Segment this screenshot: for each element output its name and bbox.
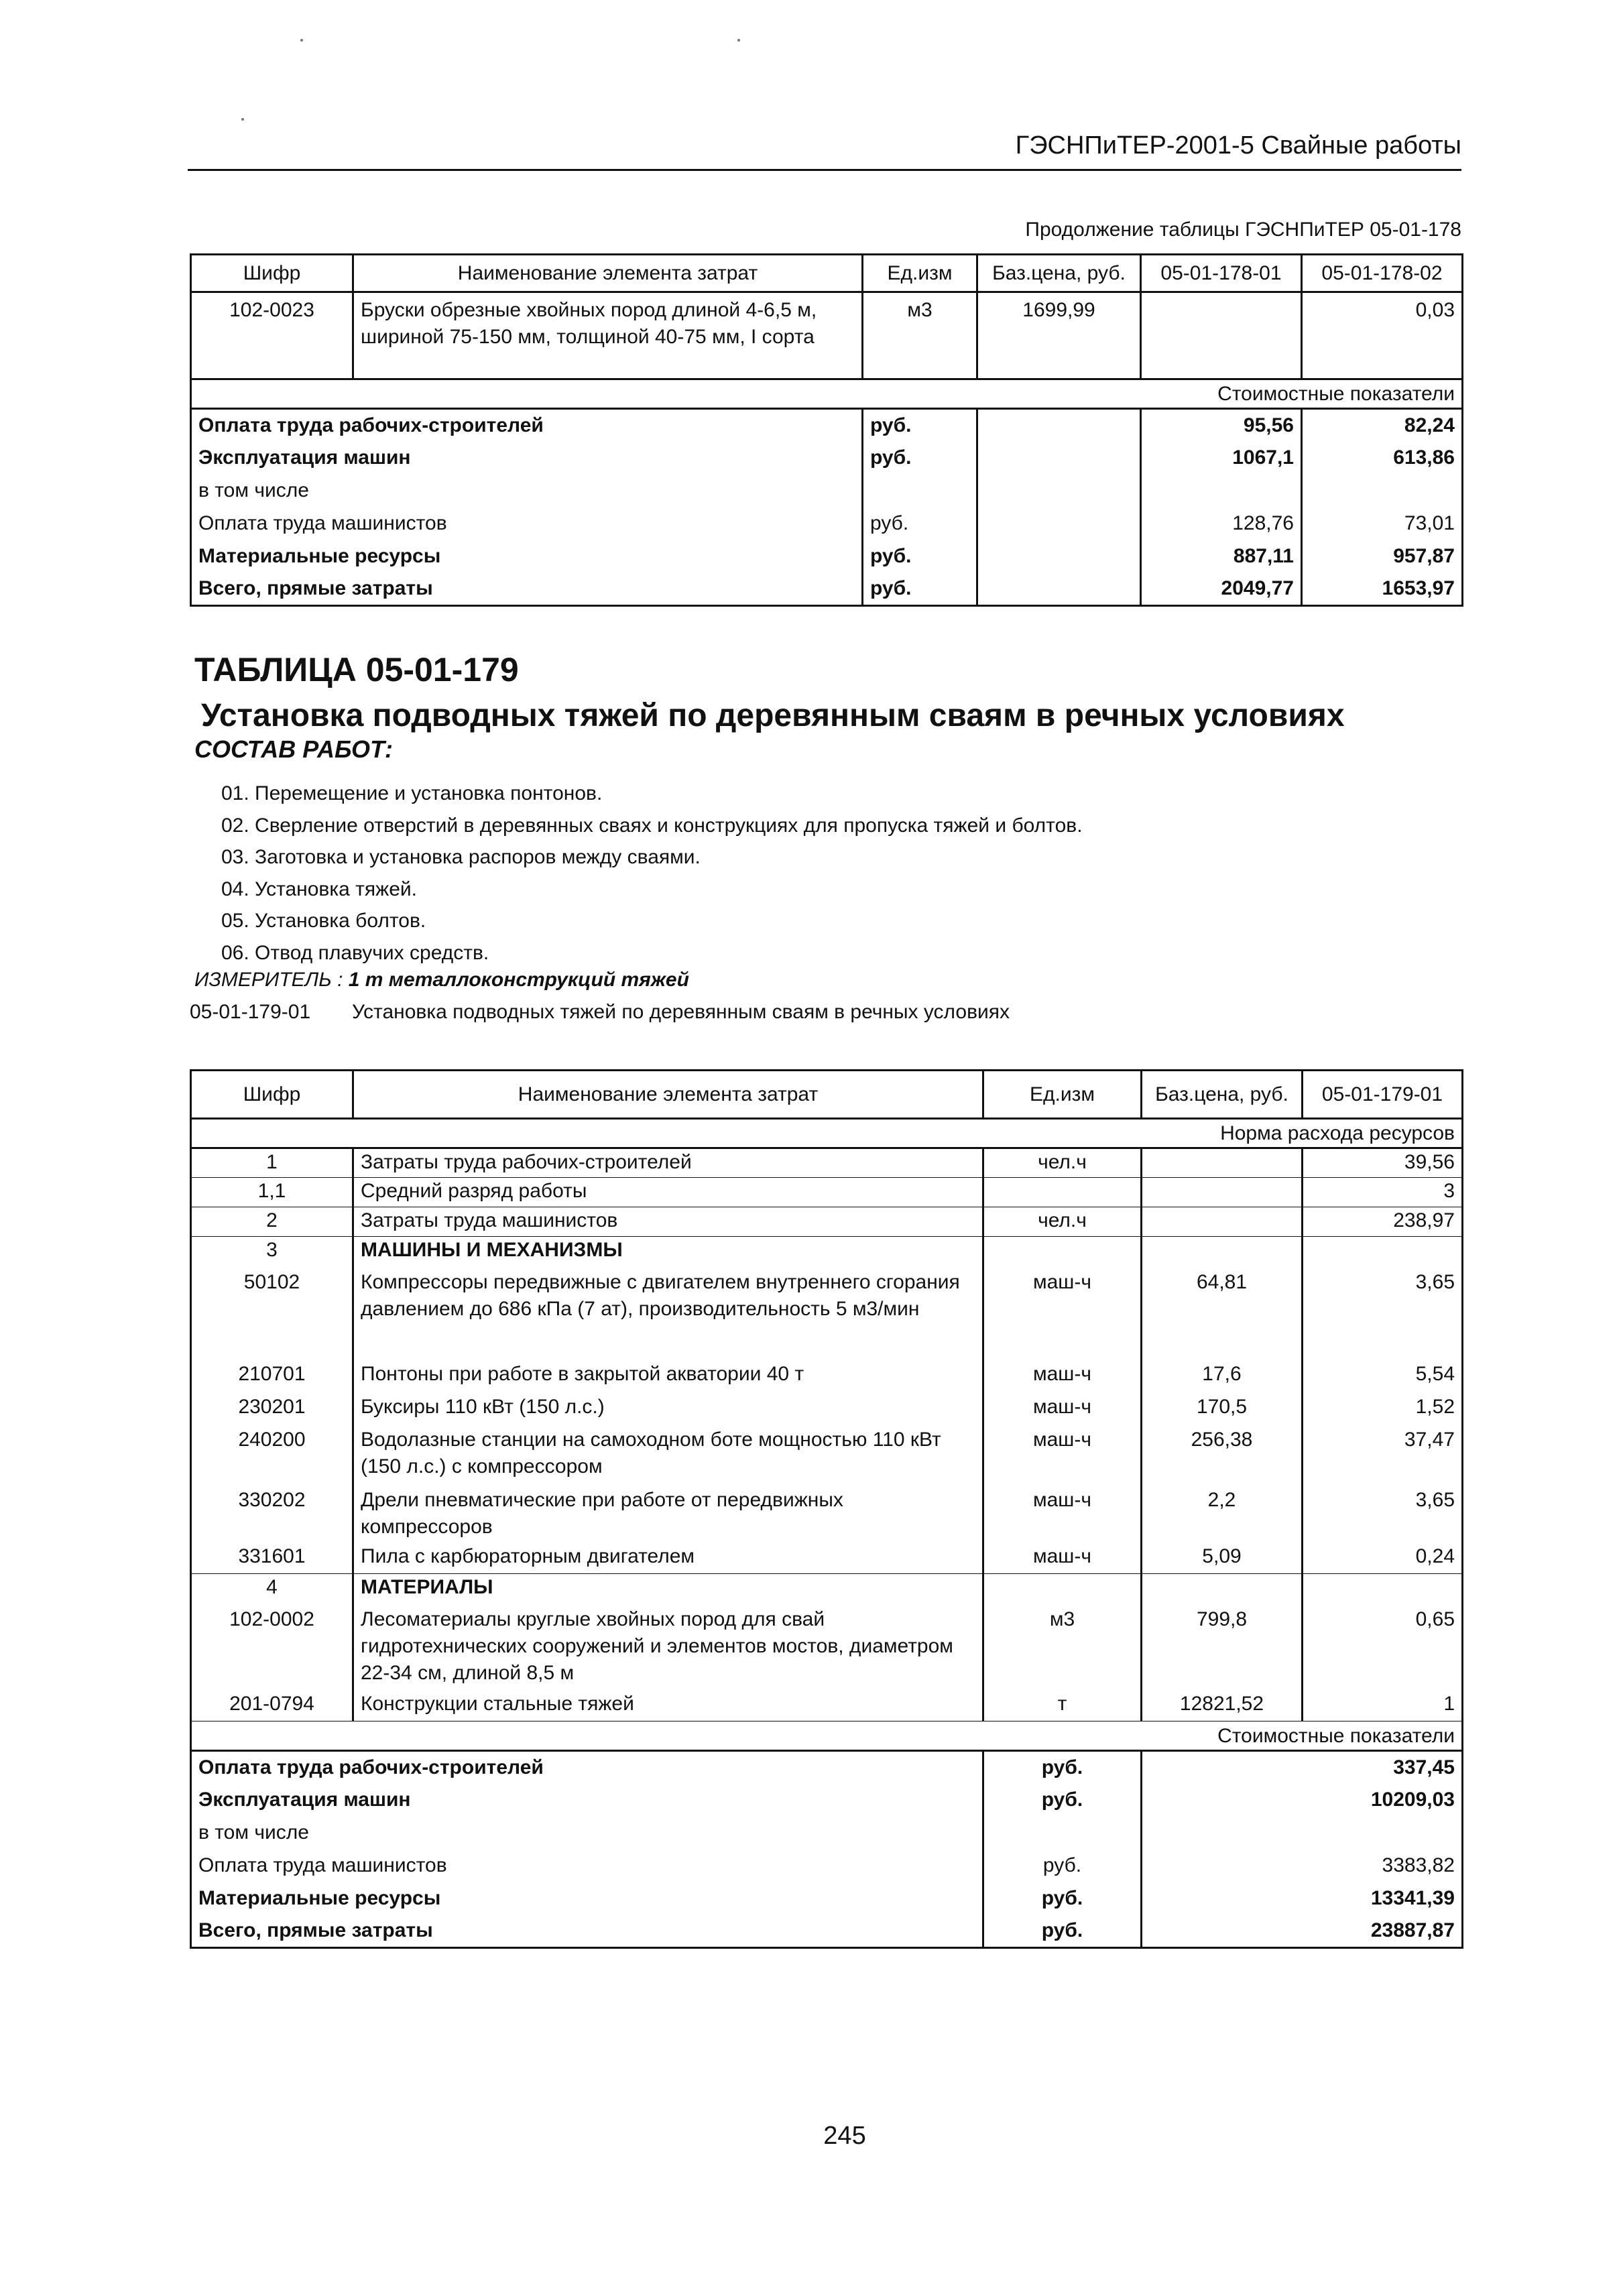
cost-v2: 613,86: [1393, 446, 1455, 469]
cell-code: 210701: [191, 1358, 353, 1391]
item-line: [190, 1001, 1010, 1024]
cost-value: 13341,39: [1370, 1887, 1455, 1909]
cost-unit: [983, 1817, 1142, 1850]
meter-value: 1 т металлоконструкций тяжей: [348, 969, 689, 991]
table-row: [191, 1207, 1463, 1237]
cost-name: Оплата труда рабочих-строителей: [191, 1751, 983, 1784]
cell-value: 3: [1303, 1178, 1463, 1207]
table-row: [191, 1574, 1463, 1604]
cell-unit: чел.ч: [983, 1148, 1142, 1178]
cell-price: 256,38: [1142, 1424, 1303, 1484]
cell-unit: [983, 1574, 1142, 1604]
cell-code: 4: [191, 1574, 353, 1604]
cost-row: [191, 507, 1463, 540]
table-row: [191, 1391, 1463, 1424]
cost-unit: руб.: [983, 1882, 1142, 1915]
cell-unit: чел.ч: [983, 1207, 1142, 1237]
table-row: [191, 1148, 1463, 1178]
cost-v1: 1067,1: [1141, 442, 1302, 475]
works-heading: СОСТАВ РАБОТ:: [194, 735, 393, 763]
cost-name: Материальные ресурсы: [191, 1882, 983, 1915]
cell-price: 17,6: [1142, 1358, 1303, 1391]
cost-row: [191, 1751, 1463, 1784]
cell-name: Затраты труда рабочих-строителей: [353, 1148, 983, 1178]
cell-price: [1142, 1148, 1303, 1178]
cell-value: 5,54: [1415, 1362, 1455, 1385]
table-subtitle: Установка подводных тяжей по деревянным сваям в речных условиях: [201, 698, 1345, 733]
cost-value: 23887,87: [1370, 1919, 1455, 1942]
meter-line: [194, 969, 689, 991]
cell-unit: м3: [983, 1604, 1142, 1691]
table-row: [191, 1604, 1463, 1691]
cell-price: 1699,99: [977, 292, 1141, 379]
empty-cell: [977, 540, 1141, 573]
cost-value: 3383,82: [1382, 1854, 1455, 1876]
cell-unit: м3: [863, 292, 977, 379]
cell-price: [1142, 1178, 1303, 1207]
col-header-name: Наименование элемента затрат: [353, 255, 863, 292]
cost-row: [191, 442, 1463, 475]
col-header-code: Шифр: [191, 1071, 353, 1119]
table-05-01-179: [190, 1069, 1463, 1949]
cost-unit: руб.: [863, 507, 977, 540]
cell-unit: [983, 1178, 1142, 1207]
cell-code: 331601: [191, 1543, 353, 1574]
section-row: [191, 379, 1463, 409]
cost-name: Оплата труда рабочих-строителей: [191, 409, 863, 442]
cost-row: [191, 1882, 1463, 1915]
list-item: 05. Установка болтов.: [221, 910, 426, 932]
cell-price: 799,8: [1142, 1604, 1303, 1691]
cost-unit: руб.: [983, 1915, 1142, 1948]
section-row: [191, 1721, 1463, 1751]
cell-price: 64,81: [1142, 1266, 1303, 1358]
cost-value: [1142, 1817, 1463, 1850]
col-header-unit: Ед.изм: [863, 255, 977, 292]
cost-name: Всего, прямые затраты: [191, 1915, 983, 1948]
cost-name: Оплата труда машинистов: [191, 1850, 983, 1882]
section-row: [191, 1119, 1463, 1148]
cell-value: [1303, 1237, 1463, 1266]
cost-v2: [1302, 475, 1463, 507]
cost-row: [191, 475, 1463, 507]
cost-v2: 1653,97: [1382, 577, 1455, 600]
cell-name: Понтоны при работе в закрытой акватории 40 т: [353, 1358, 983, 1391]
cell-value: 0,65: [1415, 1608, 1455, 1630]
cost-name: в том числе: [191, 1817, 983, 1850]
list-item: 03. Заготовка и установка распоров между сваями.: [221, 846, 701, 868]
cost-v1: 887,11: [1141, 540, 1302, 573]
cost-v2: 73,01: [1404, 512, 1455, 534]
cost-unit: руб.: [983, 1784, 1142, 1817]
cost-value: 337,45: [1393, 1756, 1455, 1778]
cell-price: [1142, 1574, 1303, 1604]
cell-code: 240200: [191, 1424, 353, 1484]
table-05-01-178: [190, 253, 1463, 607]
cost-unit: руб.: [863, 540, 977, 573]
cell-name: МАШИНЫ И МЕХАНИЗМЫ: [353, 1237, 983, 1266]
cost-unit: руб.: [983, 1850, 1142, 1882]
cell-unit: маш-ч: [983, 1484, 1142, 1543]
cost-v2: 82,24: [1404, 414, 1455, 436]
page-number: 245: [823, 2122, 866, 2150]
cell-name: Водолазные станции на самоходном боте мощностью 110 кВт (150 л.с.) с компрессором: [353, 1424, 983, 1484]
header-rule: [188, 169, 1461, 171]
table-row: [191, 1237, 1463, 1266]
cell-name: Дрели пневматические при работе от передвижных компрессоров: [353, 1484, 983, 1543]
section-cost-indicators: Стоимостные показатели: [191, 1721, 1463, 1751]
empty-cell: [977, 573, 1141, 606]
meter-label: ИЗМЕРИТЕЛЬ :: [194, 969, 349, 991]
cost-value: 10209,03: [1370, 1789, 1455, 1811]
cell-code: 330202: [191, 1484, 353, 1543]
cell-value: 1,52: [1415, 1395, 1455, 1418]
cost-name: Материальные ресурсы: [191, 540, 863, 573]
cell-name: Конструкции стальные тяжей: [353, 1691, 983, 1721]
cell-v2: 0,03: [1302, 292, 1463, 379]
cost-name: в том числе: [191, 475, 863, 507]
col-header-price: Баз.цена, руб.: [1142, 1071, 1303, 1119]
table-row: [191, 1691, 1463, 1721]
cost-unit: руб.: [983, 1751, 1142, 1784]
cell-name: Средний разряд работы: [353, 1178, 983, 1207]
cell-unit: маш-ч: [983, 1424, 1142, 1484]
cell-name: Буксиры 110 кВт (150 л.с.): [353, 1391, 983, 1424]
item-name: Установка подводных тяжей по деревянным сваям в речных условиях: [352, 1001, 1010, 1023]
cell-name: Бруски обрезные хвойных пород длиной 4-6,5 м, шириной 75-150 мм, толщиной 40-75 мм, I сорта: [353, 292, 863, 379]
cell-price: [1142, 1237, 1303, 1266]
cell-code: 201-0794: [191, 1691, 353, 1721]
cost-v1: 128,76: [1141, 507, 1302, 540]
col-header-name: Наименование элемента затрат: [353, 1071, 983, 1119]
cell-code: 50102: [191, 1266, 353, 1358]
cost-row: [191, 1784, 1463, 1817]
cell-code: 1: [191, 1148, 353, 1178]
cell-name: Компрессоры передвижные с двигателем внутреннего сгорания давлением до 686 кПа (7 ат), производительность 5 м3/мин: [353, 1266, 983, 1358]
cost-row: [191, 1817, 1463, 1850]
scan-speck: [300, 39, 303, 42]
empty-cell: [977, 442, 1141, 475]
table-row: [191, 1543, 1463, 1574]
cell-unit: маш-ч: [983, 1266, 1142, 1358]
cell-unit: т: [983, 1691, 1142, 1721]
table-row: [191, 1424, 1463, 1484]
col-header-code: Шифр: [191, 255, 353, 292]
cell-code: 3: [191, 1237, 353, 1266]
cell-value: 3,65: [1415, 1488, 1455, 1511]
cell-unit: маш-ч: [983, 1358, 1142, 1391]
cost-v1: 2049,77: [1141, 573, 1302, 606]
section-norm: Норма расхода ресурсов: [191, 1119, 1463, 1148]
list-item: 04. Установка тяжей.: [221, 878, 418, 900]
cell-name: МАТЕРИАЛЫ: [353, 1574, 983, 1604]
cell-price: 5,09: [1142, 1543, 1303, 1574]
cell-name: Пила с карбюраторным двигателем: [353, 1543, 983, 1574]
table-row: [191, 1484, 1463, 1543]
cost-unit: руб.: [863, 409, 977, 442]
table-header-row: [191, 1071, 1463, 1119]
col-header-value: 05-01-179-01: [1303, 1071, 1463, 1119]
cell-code: 1,1: [191, 1178, 353, 1207]
col-header-price: Баз.цена, руб.: [977, 255, 1141, 292]
cell-v1: [1141, 292, 1302, 379]
works-list: [221, 778, 1083, 969]
cell-code: 230201: [191, 1391, 353, 1424]
cost-name: Эксплуатация машин: [191, 1784, 983, 1817]
cost-v2: 957,87: [1393, 545, 1455, 567]
cell-unit: [983, 1237, 1142, 1266]
cell-price: 12821,52: [1142, 1691, 1303, 1721]
running-header: ГЭСНПиТЕР-2001-5 Свайные работы: [1015, 131, 1461, 160]
cell-price: 170,5: [1142, 1391, 1303, 1424]
cost-row: [191, 573, 1463, 606]
table-title: ТАБЛИЦА 05-01-179: [194, 651, 519, 688]
cell-code: 102-0002: [191, 1604, 353, 1691]
cell-code: 2: [191, 1207, 353, 1237]
cost-v1: 95,56: [1141, 409, 1302, 442]
list-item: 02. Сверление отверстий в деревянных сваях и конструкциях для пропуска тяжей и болтов.: [221, 814, 1083, 837]
cost-v1: [1141, 475, 1302, 507]
scan-speck: [241, 118, 244, 121]
cell-value: 1: [1303, 1691, 1463, 1721]
cost-name: Всего, прямые затраты: [191, 573, 863, 606]
list-item: 01. Перемещение и установка понтонов.: [221, 782, 603, 804]
cost-unit: [863, 475, 977, 507]
item-code: 05-01-179-01: [190, 1001, 311, 1023]
table-row: [191, 1178, 1463, 1207]
cost-unit: руб.: [863, 573, 977, 606]
cell-value: 37,47: [1404, 1428, 1455, 1451]
cell-unit: маш-ч: [983, 1543, 1142, 1574]
cost-name: Эксплуатация машин: [191, 442, 863, 475]
cell-name: Затраты труда машинистов: [353, 1207, 983, 1237]
cell-value: 238,97: [1303, 1207, 1463, 1237]
cost-name: Оплата труда машинистов: [191, 507, 863, 540]
col-header-v2: 05-01-178-02: [1302, 255, 1463, 292]
section-cost-indicators: Стоимостные показатели: [191, 379, 1463, 409]
scan-speck: [737, 39, 740, 42]
table-row: [191, 292, 1463, 379]
cell-unit: маш-ч: [983, 1391, 1142, 1424]
cost-row: [191, 1915, 1463, 1948]
empty-cell: [977, 475, 1141, 507]
empty-cell: [977, 409, 1141, 442]
cell-price: [1142, 1207, 1303, 1237]
table-row: [191, 1358, 1463, 1391]
cost-row: [191, 1850, 1463, 1882]
list-item: 06. Отвод плавучих средств.: [221, 941, 489, 964]
cell-value: 39,56: [1303, 1148, 1463, 1178]
cell-value: [1303, 1574, 1463, 1604]
cost-row: [191, 540, 1463, 573]
cost-unit: руб.: [863, 442, 977, 475]
cell-value: 0,24: [1303, 1543, 1463, 1574]
cell-name: Лесоматериалы круглые хвойных пород для свай гидротехнических сооружений и элементов мостов, диаметром 22-34 см, длиной 8,5 м: [353, 1604, 983, 1691]
cost-row: [191, 409, 1463, 442]
table1-caption: Продолжение таблицы ГЭСНПиТЕР 05-01-178: [1025, 219, 1461, 241]
cell-code: 102-0023: [191, 292, 353, 379]
col-header-unit: Ед.изм: [983, 1071, 1142, 1119]
col-header-v1: 05-01-178-01: [1141, 255, 1302, 292]
table-header-row: [191, 255, 1463, 292]
cell-price: 2,2: [1142, 1484, 1303, 1543]
empty-cell: [977, 507, 1141, 540]
table-row: [191, 1266, 1463, 1358]
cell-value: 3,65: [1415, 1270, 1455, 1293]
